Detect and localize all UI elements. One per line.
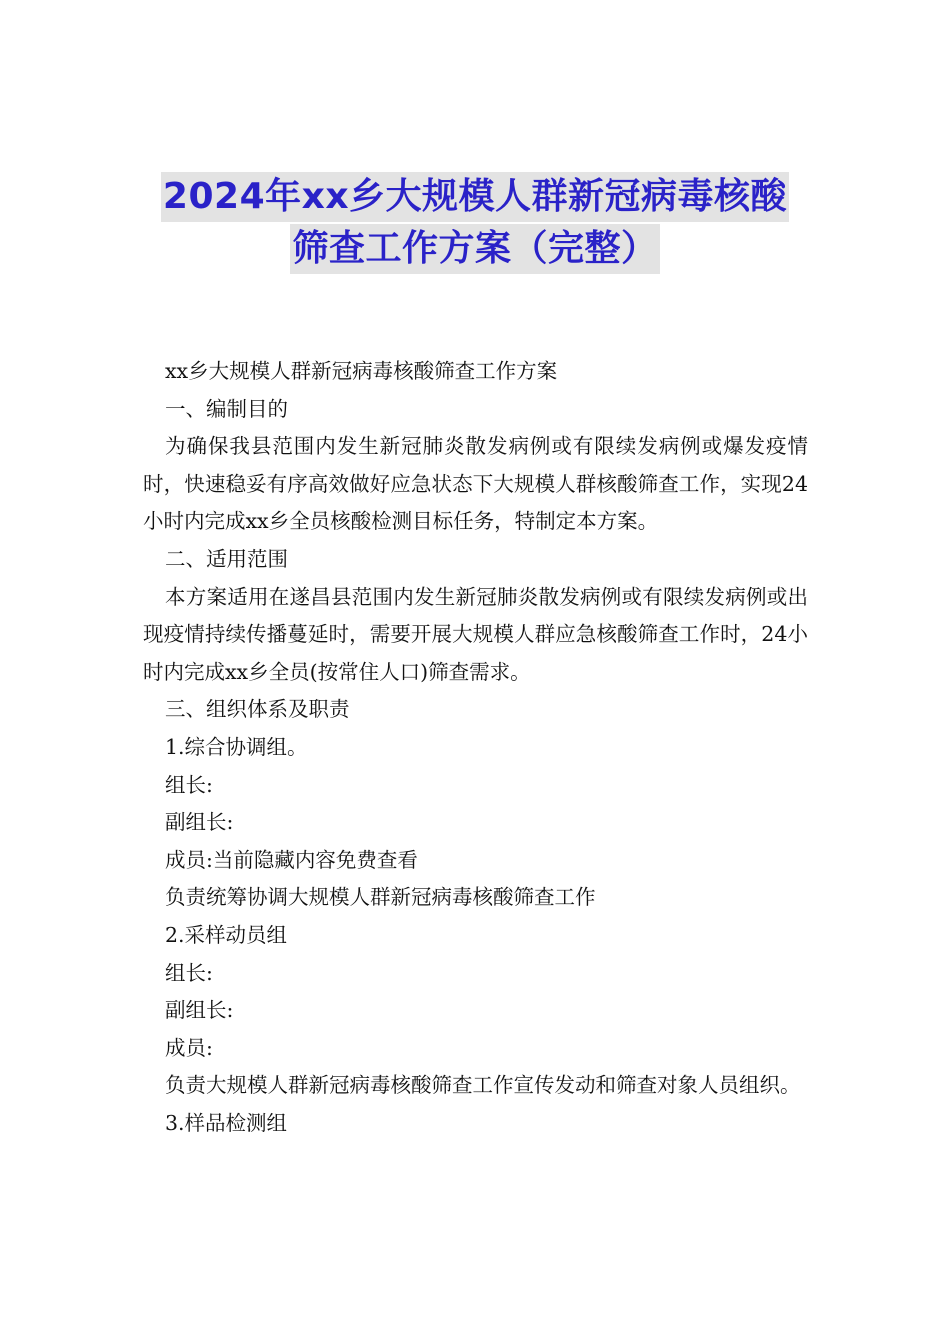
list-item-deputy-leader: 副组长:: [165, 998, 234, 1023]
document-title: [0, 172, 950, 274]
list-item-group-2: 2.采样动员组: [165, 922, 288, 947]
list-item-leader: 组长:: [165, 960, 213, 985]
document-body: [143, 353, 808, 1142]
list-item-leader: 组长:: [165, 772, 213, 797]
list-item-members: 成员:当前隐藏内容免费查看: [165, 847, 418, 872]
list-item-members: 成员:: [165, 1035, 213, 1060]
paragraph-subtitle: xx乡大规模人群新冠病毒核酸筛查工作方案: [165, 359, 558, 383]
paragraph-purpose: 为确保我县范围内发生新冠肺炎散发病例或有限续发病例或爆发疫情时，快速稳妥有序高效做好应急状态下大规模人群核酸筛查工作，实现24小时内完成xx乡全员核酸检测目标任务，特制定本方案。: [143, 434, 808, 534]
title-line-1: 2024年xx乡大规模人群新冠病毒核酸: [161, 172, 789, 222]
list-item-group-1: 1.综合协调组。: [165, 734, 308, 759]
title-line-2: 筛查工作方案（完整）: [290, 224, 659, 274]
list-item-duty: 负责大规模人群新冠病毒核酸筛查工作宣传发动和筛查对象人员组织。: [165, 1073, 801, 1098]
section-heading-1: 一、编制目的: [165, 396, 288, 421]
section-heading-3: 三、组织体系及职责: [165, 697, 350, 722]
list-item-duty: 负责统筹协调大规模人群新冠病毒核酸筛查工作: [165, 885, 596, 910]
section-heading-2: 二、适用范围: [165, 546, 288, 571]
paragraph-scope: 本方案适用在遂昌县范围内发生新冠肺炎散发病例或有限续发病例或出现疫情持续传播蔓延时，需要开展大规模人群应急核酸筛查工作时，24小时内完成xx乡全员(按常住人口)筛查需求。: [143, 584, 808, 684]
list-item-group-3: 3.样品检测组: [165, 1110, 288, 1135]
list-item-deputy-leader: 副组长:: [165, 810, 234, 835]
